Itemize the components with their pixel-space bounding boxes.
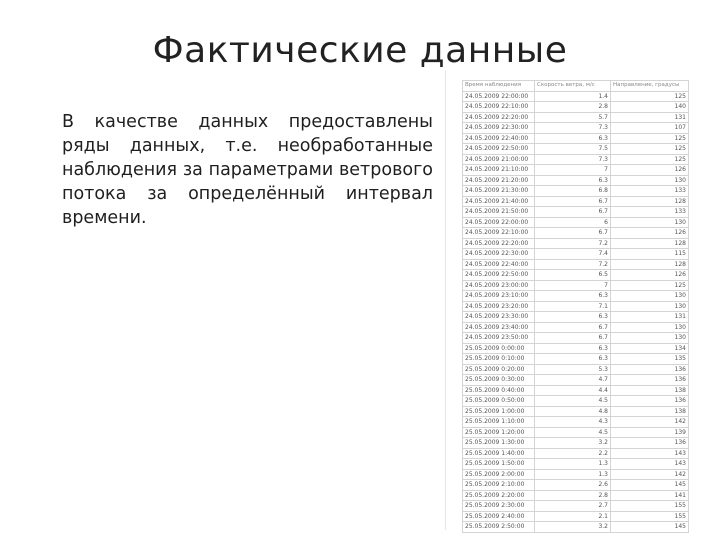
cell-time: 24.05.2009 23:00:00: [463, 280, 535, 291]
cell-speed: 7: [535, 280, 611, 291]
cell-time: 25.05.2009 0:40:00: [463, 385, 535, 396]
cell-direction: 128: [611, 238, 689, 249]
cell-time: 25.05.2009 2:10:00: [463, 480, 535, 491]
cell-time: 24.05.2009 23:20:00: [463, 301, 535, 312]
cell-time: 25.05.2009 1:40:00: [463, 448, 535, 459]
cell-speed: 6.7: [535, 333, 611, 344]
table-row: [463, 207, 689, 218]
cell-time: 24.05.2009 22:20:00: [463, 112, 535, 123]
column-header-direction: Направление, градусы: [611, 81, 689, 92]
table-row: [463, 238, 689, 249]
slide-title: Фактические данные: [152, 30, 568, 71]
cell-speed: 2.7: [535, 501, 611, 512]
cell-speed: 6: [535, 217, 611, 228]
wind-data-table: [462, 80, 689, 533]
cell-direction: 130: [611, 322, 689, 333]
cell-direction: 126: [611, 270, 689, 281]
cell-speed: 5.3: [535, 364, 611, 375]
table-row: [463, 343, 689, 354]
table-row: [463, 228, 689, 239]
cell-speed: 5.7: [535, 112, 611, 123]
column-header-speed: Скорость ветра, м/с: [535, 81, 611, 92]
cell-speed: 3.2: [535, 438, 611, 449]
table-row: [463, 186, 689, 197]
cell-speed: 2.8: [535, 490, 611, 501]
table-row: [463, 417, 689, 428]
table-row: [463, 385, 689, 396]
cell-direction: 128: [611, 259, 689, 270]
table-row: [463, 364, 689, 375]
cell-direction: 143: [611, 448, 689, 459]
cell-time: 24.05.2009 23:40:00: [463, 322, 535, 333]
cell-speed: 3.2: [535, 522, 611, 533]
table-row: [463, 144, 689, 155]
table-row: [463, 322, 689, 333]
cell-direction: 130: [611, 217, 689, 228]
cell-time: 24.05.2009 21:30:00: [463, 186, 535, 197]
table-row: [463, 91, 689, 102]
cell-direction: 139: [611, 427, 689, 438]
table-row: [463, 375, 689, 386]
table-row: [463, 406, 689, 417]
table-body: [463, 91, 689, 532]
cell-time: 25.05.2009 0:50:00: [463, 396, 535, 407]
cell-speed: 6.3: [535, 354, 611, 365]
cell-speed: 6.3: [535, 312, 611, 323]
table-row: [463, 291, 689, 302]
cell-speed: 2.2: [535, 448, 611, 459]
table-row: [463, 217, 689, 228]
cell-direction: 134: [611, 343, 689, 354]
cell-direction: 136: [611, 396, 689, 407]
cell-speed: 7.2: [535, 259, 611, 270]
cell-time: 24.05.2009 22:10:00: [463, 102, 535, 113]
cell-speed: 6.8: [535, 186, 611, 197]
cell-speed: 2.8: [535, 102, 611, 113]
table-row: [463, 270, 689, 281]
cell-direction: 126: [611, 228, 689, 239]
cell-speed: 6.3: [535, 175, 611, 186]
cell-direction: 141: [611, 490, 689, 501]
slide-body-text: В качестве данных предоставлены ряды данных, т.е. необработанные наблюдения за параметрами ветрового потока за определённый интервал времени.: [62, 112, 433, 228]
cell-direction: 115: [611, 249, 689, 260]
cell-time: 24.05.2009 21:50:00: [463, 207, 535, 218]
cell-speed: 6.7: [535, 228, 611, 239]
table-row: [463, 112, 689, 123]
cell-speed: 4.5: [535, 427, 611, 438]
table-row: [463, 280, 689, 291]
cell-direction: 131: [611, 312, 689, 323]
table-row: [463, 259, 689, 270]
table-row: [463, 165, 689, 176]
table-row: [463, 175, 689, 186]
cell-speed: 6.7: [535, 196, 611, 207]
cell-time: 24.05.2009 22:50:00: [463, 144, 535, 155]
cell-speed: 4.4: [535, 385, 611, 396]
cell-time: 24.05.2009 21:10:00: [463, 165, 535, 176]
cell-time: 24.05.2009 22:40:00: [463, 133, 535, 144]
table-row: [463, 396, 689, 407]
cell-direction: 131: [611, 112, 689, 123]
table-row: [463, 196, 689, 207]
cell-direction: 130: [611, 301, 689, 312]
cell-speed: 6.7: [535, 207, 611, 218]
cell-speed: 1.3: [535, 459, 611, 470]
cell-direction: 125: [611, 144, 689, 155]
cell-direction: 130: [611, 291, 689, 302]
cell-direction: 142: [611, 469, 689, 480]
cell-direction: 140: [611, 102, 689, 113]
cell-speed: 2.6: [535, 480, 611, 491]
cell-speed: 4.8: [535, 406, 611, 417]
table-row: [463, 249, 689, 260]
cell-direction: 130: [611, 175, 689, 186]
table-row: [463, 427, 689, 438]
cell-direction: 143: [611, 459, 689, 470]
cell-direction: 125: [611, 133, 689, 144]
cell-time: 24.05.2009 21:20:00: [463, 175, 535, 186]
cell-speed: 4.7: [535, 375, 611, 386]
cell-time: 25.05.2009 1:00:00: [463, 406, 535, 417]
table-row: [463, 522, 689, 533]
cell-time: 25.05.2009 0:20:00: [463, 364, 535, 375]
cell-time: 25.05.2009 0:30:00: [463, 375, 535, 386]
cell-speed: 6.7: [535, 322, 611, 333]
table-row: [463, 459, 689, 470]
cell-time: 24.05.2009 22:30:00: [463, 249, 535, 260]
cell-time: 25.05.2009 1:20:00: [463, 427, 535, 438]
table-row: [463, 102, 689, 113]
table-row: [463, 133, 689, 144]
cell-time: 24.05.2009 23:50:00: [463, 333, 535, 344]
cell-time: 24.05.2009 22:00:00: [463, 91, 535, 102]
table-row: [463, 301, 689, 312]
cell-speed: 1.4: [535, 91, 611, 102]
cell-time: 24.05.2009 22:00:00: [463, 217, 535, 228]
cell-time: 24.05.2009 23:10:00: [463, 291, 535, 302]
cell-speed: 6.3: [535, 133, 611, 144]
table-header: [463, 81, 689, 92]
cell-speed: 4.3: [535, 417, 611, 428]
cell-direction: 155: [611, 511, 689, 522]
cell-speed: 7.5: [535, 144, 611, 155]
cell-direction: 133: [611, 186, 689, 197]
cell-time: 24.05.2009 22:40:00: [463, 259, 535, 270]
cell-direction: 138: [611, 406, 689, 417]
cell-direction: 136: [611, 438, 689, 449]
table-row: [463, 490, 689, 501]
table-row: [463, 438, 689, 449]
cell-speed: 6.3: [535, 291, 611, 302]
cell-speed: 7.3: [535, 154, 611, 165]
cell-speed: 7: [535, 165, 611, 176]
cell-time: 25.05.2009 2:40:00: [463, 511, 535, 522]
cell-direction: 145: [611, 480, 689, 491]
cell-direction: 125: [611, 154, 689, 165]
table-row: [463, 154, 689, 165]
table-row: [463, 333, 689, 344]
cell-speed: 1.3: [535, 469, 611, 480]
cell-time: 25.05.2009 2:00:00: [463, 469, 535, 480]
cell-speed: 4.5: [535, 396, 611, 407]
cell-time: 24.05.2009 21:40:00: [463, 196, 535, 207]
cell-time: 25.05.2009 0:00:00: [463, 343, 535, 354]
cell-time: 25.05.2009 1:30:00: [463, 438, 535, 449]
cell-time: 24.05.2009 22:10:00: [463, 228, 535, 239]
table-row: [463, 354, 689, 365]
cell-time: 24.05.2009 23:30:00: [463, 312, 535, 323]
cell-direction: 133: [611, 207, 689, 218]
cell-time: 24.05.2009 22:30:00: [463, 123, 535, 134]
cell-speed: 2.1: [535, 511, 611, 522]
cell-speed: 7.3: [535, 123, 611, 134]
cell-time: 25.05.2009 2:50:00: [463, 522, 535, 533]
cell-time: 25.05.2009 1:50:00: [463, 459, 535, 470]
cell-speed: 7.2: [535, 238, 611, 249]
cell-direction: 135: [611, 354, 689, 365]
cell-direction: 136: [611, 375, 689, 386]
column-header-time: Время наблюдения: [463, 81, 535, 92]
cell-time: 24.05.2009 22:50:00: [463, 270, 535, 281]
table-header-row: [463, 81, 689, 92]
cell-direction: 130: [611, 333, 689, 344]
cell-direction: 125: [611, 280, 689, 291]
cell-time: 24.05.2009 22:20:00: [463, 238, 535, 249]
table-row: [463, 123, 689, 134]
cell-speed: 7.1: [535, 301, 611, 312]
cell-direction: 155: [611, 501, 689, 512]
cell-direction: 142: [611, 417, 689, 428]
cell-speed: 7.4: [535, 249, 611, 260]
cell-direction: 145: [611, 522, 689, 533]
cell-direction: 128: [611, 196, 689, 207]
cell-direction: 126: [611, 165, 689, 176]
cell-time: 24.05.2009 21:00:00: [463, 154, 535, 165]
table-row: [463, 312, 689, 323]
cell-time: 25.05.2009 2:30:00: [463, 501, 535, 512]
cell-direction: 107: [611, 123, 689, 134]
cell-time: 25.05.2009 2:20:00: [463, 490, 535, 501]
cell-speed: 6.5: [535, 270, 611, 281]
table-row: [463, 448, 689, 459]
table-row: [463, 511, 689, 522]
table-row: [463, 501, 689, 512]
cell-time: 25.05.2009 1:10:00: [463, 417, 535, 428]
table-row: [463, 480, 689, 491]
cell-direction: 136: [611, 364, 689, 375]
cell-direction: 125: [611, 91, 689, 102]
cell-time: 25.05.2009 0:10:00: [463, 354, 535, 365]
cell-direction: 138: [611, 385, 689, 396]
table-row: [463, 469, 689, 480]
cell-speed: 6.3: [535, 343, 611, 354]
